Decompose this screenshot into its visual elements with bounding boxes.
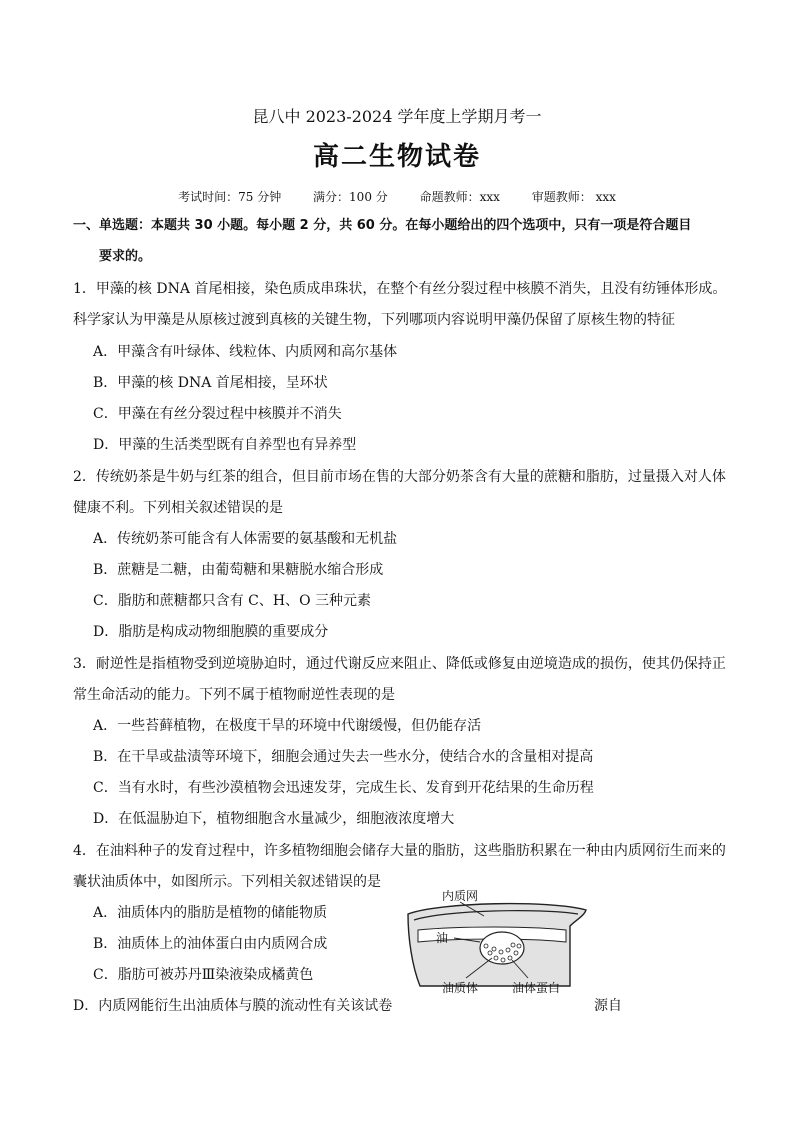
exam-info bbox=[0, 188, 794, 206]
question-4-option-c[interactable]: C．脂肪可被苏丹Ⅲ染液染成橘黄色 bbox=[93, 967, 314, 983]
question-2-stem-1: 2．传统奶茶是牛奶与红茶的组合，但目前市场在售的大部分奶茶含有大量的蔗糖和脂肪，过量摄入对人体 bbox=[73, 469, 726, 485]
section-heading-line2: 要求的。 bbox=[99, 249, 152, 264]
oil-body-diagram bbox=[400, 886, 590, 996]
question-4-option-d[interactable]: D．内质网能衍生出油质体与膜的流动性有关该试卷 bbox=[73, 998, 393, 1014]
section-heading-line1: 一、单选题：本题共 30 小题。每小题 2 分，共 60 分。在每小题给出的四个选项中，只有一项是符合题目 bbox=[73, 218, 692, 233]
question-4-stem-1: 4．在油料种子的发育过程中，许多植物细胞会储存大量的脂肪，这些脂肪积累在一种由内质网衍生而来的 bbox=[73, 843, 726, 859]
question-1-stem-2: 科学家认为甲藻是从原核过渡到真核的关键生物，下列哪项内容说明甲藻仍保留了原核生物的特征 bbox=[73, 312, 675, 328]
full-score: 满分：100 分 bbox=[313, 190, 388, 204]
question-3-option-c[interactable]: C．当有水时，有些沙漠植物会迅速发芽，完成生长、发育到开花结果的生命历程 bbox=[93, 780, 594, 796]
page-title: 高二生物试卷 bbox=[312, 142, 481, 172]
source-note: 源自 bbox=[594, 998, 622, 1014]
question-2-option-c[interactable]: C．脂肪和蔗糖都只含有 C、H、O 三种元素 bbox=[93, 593, 372, 609]
question-2-option-b[interactable]: B．蔗糖是二糖，由葡萄糖和果糖脱水缩合形成 bbox=[93, 562, 384, 578]
question-3-stem-2: 常生命活动的能力。下列不属于植物耐逆性表现的是 bbox=[73, 687, 395, 703]
question-1-option-a[interactable]: A．甲藻含有叶绿体、线粒体、内质网和高尔基体 bbox=[93, 344, 398, 360]
oil-label: 油 bbox=[436, 931, 449, 945]
question-4-option-a[interactable]: A．油质体内的脂肪是植物的储能物质 bbox=[93, 905, 328, 921]
question-1-stem-1: 1．甲藻的核 DNA 首尾相接，染色质成串珠状，在整个有丝分裂过程中核膜不消失，且没有纺锤体形成。 bbox=[73, 281, 727, 297]
question-1-option-c[interactable]: C．甲藻在有丝分裂过程中核膜并不消失 bbox=[93, 406, 342, 422]
question-3-option-b[interactable]: B．在干旱或盐渍等环境下，细胞会通过失去一些水分，使结合水的含量相对提高 bbox=[93, 749, 594, 765]
question-3-option-d[interactable]: D．在低温胁迫下，植物细胞含水量减少，细胞液浓度增大 bbox=[93, 811, 455, 827]
question-4-option-b[interactable]: B．油质体上的油体蛋白由内质网合成 bbox=[93, 936, 328, 952]
question-1-option-d[interactable]: D．甲藻的生活类型既有自养型也有异养型 bbox=[93, 437, 357, 453]
question-2-option-d[interactable]: D．脂肪是构成动物细胞膜的重要成分 bbox=[93, 624, 329, 640]
question-4-stem-2: 囊状油质体中，如图所示。下列相关叙述错误的是 bbox=[73, 874, 381, 890]
protein-label: 油体蛋白 bbox=[512, 981, 561, 995]
er-label: 内质网 bbox=[442, 889, 479, 903]
question-2-stem-2: 健康不利。下列相关叙述错误的是 bbox=[73, 500, 283, 516]
exam-time: 考试时间：75 分钟 bbox=[178, 190, 282, 204]
school-line: 昆八中 2023-2024 学年度上学期月考一 bbox=[252, 107, 542, 126]
question-3-option-a[interactable]: A．一些苔藓植物，在极度干旱的环境中代谢缓慢，但仍能存活 bbox=[93, 718, 482, 734]
setter: 命题教师：xxx bbox=[419, 190, 500, 204]
question-2-option-a[interactable]: A．传统奶茶可能含有人体需要的氨基酸和无机盐 bbox=[93, 531, 398, 547]
oil-body-label: 油质体 bbox=[442, 981, 479, 995]
question-1-option-b[interactable]: B．甲藻的核 DNA 首尾相接，呈环状 bbox=[93, 375, 328, 391]
question-3-stem-1: 3．耐逆性是指植物受到逆境胁迫时，通过代谢反应来阻止、降低或修复由逆境造成的损伤，使其仍保持正 bbox=[73, 656, 726, 672]
reviewer: 审题教师： xxx bbox=[531, 190, 616, 204]
